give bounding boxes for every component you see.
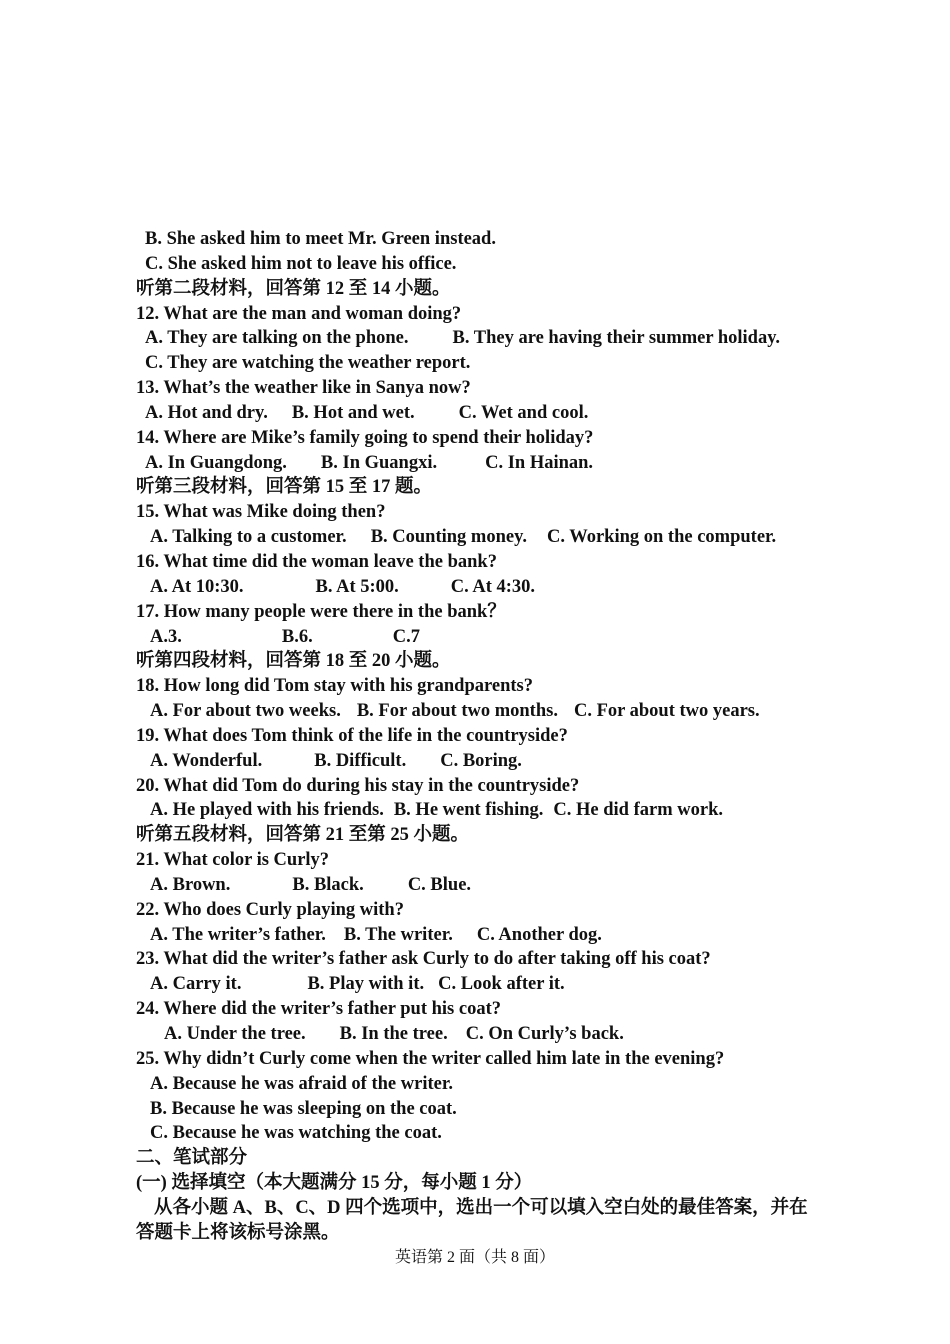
text-line <box>136 376 836 401</box>
option-text: B. In the tree. <box>339 1024 448 1044</box>
text-line <box>136 227 836 252</box>
option-text: A. Hot and dry. <box>145 402 268 423</box>
text-line <box>136 600 836 625</box>
option-text: B. Counting money. <box>370 527 527 548</box>
option-text: A. Carry it. <box>150 974 242 995</box>
text-line <box>136 724 836 749</box>
text-line <box>136 798 836 823</box>
line-text: B. She asked him to meet Mr. Green instead. <box>145 229 496 249</box>
text-line <box>136 525 836 550</box>
line-text: 13. What’s the weather like in Sanya now? <box>136 378 471 399</box>
line-text: A. Because he was afraid of the writer. <box>150 1073 453 1094</box>
text-line <box>136 774 836 799</box>
line-text: B. Because he was sleeping on the coat. <box>150 1098 457 1119</box>
line-text: 25. Why didn’t Curly come when the writer called him late in the evening? <box>136 1048 725 1069</box>
line-text: 12. What are the man and woman doing? <box>136 303 462 324</box>
text-line <box>136 1121 836 1146</box>
option-text: B.6. <box>281 626 313 647</box>
line-text: 18. How long did Tom stay with his grandparents? <box>136 676 533 697</box>
option-text: C. At 4:30. <box>450 576 536 597</box>
text-line <box>136 575 836 600</box>
text-line <box>136 699 836 724</box>
line-text: 20. What did Tom do during his stay in the countryside? <box>136 775 580 796</box>
option-text: B. Play with it. <box>307 974 425 995</box>
option-text: B. They are having their summer holiday. <box>452 328 781 349</box>
text-line <box>136 1171 836 1196</box>
text-line <box>136 1097 836 1122</box>
option-text: C. For about two years. <box>573 701 760 722</box>
option-text: A. They are talking on the phone. <box>145 328 409 349</box>
text-line <box>136 848 836 873</box>
line-text: 听第四段材料，回答第 18 至 20 小题。 <box>136 651 451 672</box>
line-text: 16. What time did the woman leave the bank? <box>136 551 497 572</box>
option-text: C. Boring. <box>440 750 522 771</box>
line-text: 15. What was Mike doing then? <box>136 502 386 523</box>
option-text: B. Black. <box>292 874 364 895</box>
line-text: 听第三段材料，回答第 15 至 17 题。 <box>136 477 433 498</box>
line-text: 23. What did the writer’s father ask Curly to do after taking off his coat? <box>136 949 711 970</box>
exam-content <box>136 227 836 1196</box>
line-text: 二、笔试部分 <box>136 1148 248 1169</box>
option-text: B. The writer. <box>343 924 453 945</box>
option-text: C. Another dog. <box>476 924 602 945</box>
text-line <box>136 1072 836 1097</box>
line-text: 听第二段材料，回答第 12 至 14 小题。 <box>136 278 451 299</box>
option-text: B. Hot and wet. <box>291 402 415 423</box>
option-text: A. In Guangdong. <box>145 452 287 473</box>
option-text: A. The writer’s father. <box>150 924 326 945</box>
text-line <box>136 252 836 277</box>
text-line <box>136 302 836 327</box>
option-text: B. In Guangxi. <box>320 452 438 473</box>
option-text: B. He went fishing. <box>393 800 544 821</box>
option-text: A. At 10:30. <box>150 576 244 597</box>
option-text: B. At 5:00. <box>315 576 399 597</box>
line-text: C. They are watching the weather report. <box>145 353 471 374</box>
option-text: C.7 <box>392 626 420 647</box>
line-text: 听第五段材料，回答第 21 至第 25 小题。 <box>136 825 470 846</box>
text-line <box>136 550 836 575</box>
option-text: B. Difficult. <box>314 750 407 771</box>
page-footer: 英语第 2 面（共 8 面） <box>394 1249 555 1266</box>
text-line <box>136 625 836 650</box>
line-text: 24. Where did the writer’s father put his coat? <box>136 999 501 1020</box>
text-line <box>136 674 836 699</box>
option-text: C. Look after it. <box>438 974 565 995</box>
line-text: C. Because he was watching the coat. <box>150 1123 442 1144</box>
section-instruction: 从各小题 A、B、C、D 四个选项中，选出一个可以填入空白处的最佳答案，并在答题卡上将该标号涂黑。 <box>136 1198 808 1243</box>
option-text: A. For about two weeks. <box>150 701 341 722</box>
option-text: A. Wonderful. <box>150 750 263 771</box>
option-text: A. Under the tree. <box>164 1024 306 1044</box>
text-line <box>136 326 836 351</box>
option-text: A. He played with his friends. <box>150 800 384 821</box>
text-line <box>136 749 836 774</box>
option-text: A. Brown. <box>150 874 231 895</box>
option-text: C. On Curly’s back. <box>465 1024 624 1044</box>
text-line <box>136 649 836 674</box>
text-line <box>136 475 836 500</box>
text-line <box>136 1146 836 1171</box>
option-text: B. For about two months. <box>356 701 558 722</box>
text-line <box>136 947 836 972</box>
text-line <box>136 500 836 525</box>
option-text: C. In Hainan. <box>485 452 594 473</box>
text-line <box>136 923 836 948</box>
text-line <box>136 277 836 302</box>
text-line <box>136 351 836 376</box>
line-text: 22. Who does Curly playing with? <box>136 899 404 920</box>
line-text: 14. Where are Mike’s family going to spend their holiday? <box>136 427 594 448</box>
text-line <box>136 1022 836 1047</box>
line-text: 21. What color is Curly? <box>136 850 330 871</box>
text-line <box>136 898 836 923</box>
option-text: C. Working on the computer. <box>546 527 777 548</box>
option-text: C. Wet and cool. <box>458 402 589 423</box>
line-text: 19. What does Tom think of the life in the countryside? <box>136 725 568 746</box>
line-text: 17. How many people were there in the bank？ <box>136 601 506 622</box>
text-line <box>136 401 836 426</box>
option-text: C. He did farm work. <box>553 800 723 821</box>
option-text: C. Blue. <box>407 874 472 895</box>
text-line <box>136 997 836 1022</box>
text-line <box>136 972 836 997</box>
text-line <box>136 1047 836 1072</box>
line-text: C. She asked him not to leave his office. <box>145 253 457 274</box>
text-line <box>136 426 836 451</box>
line-text: (一) 选择填空（本大题满分 15 分，每小题 1 分） <box>136 1173 533 1194</box>
text-line <box>136 451 836 476</box>
text-line <box>136 873 836 898</box>
option-text: A. Talking to a customer. <box>150 527 347 548</box>
option-text: A.3. <box>150 626 182 647</box>
text-line <box>136 823 836 848</box>
